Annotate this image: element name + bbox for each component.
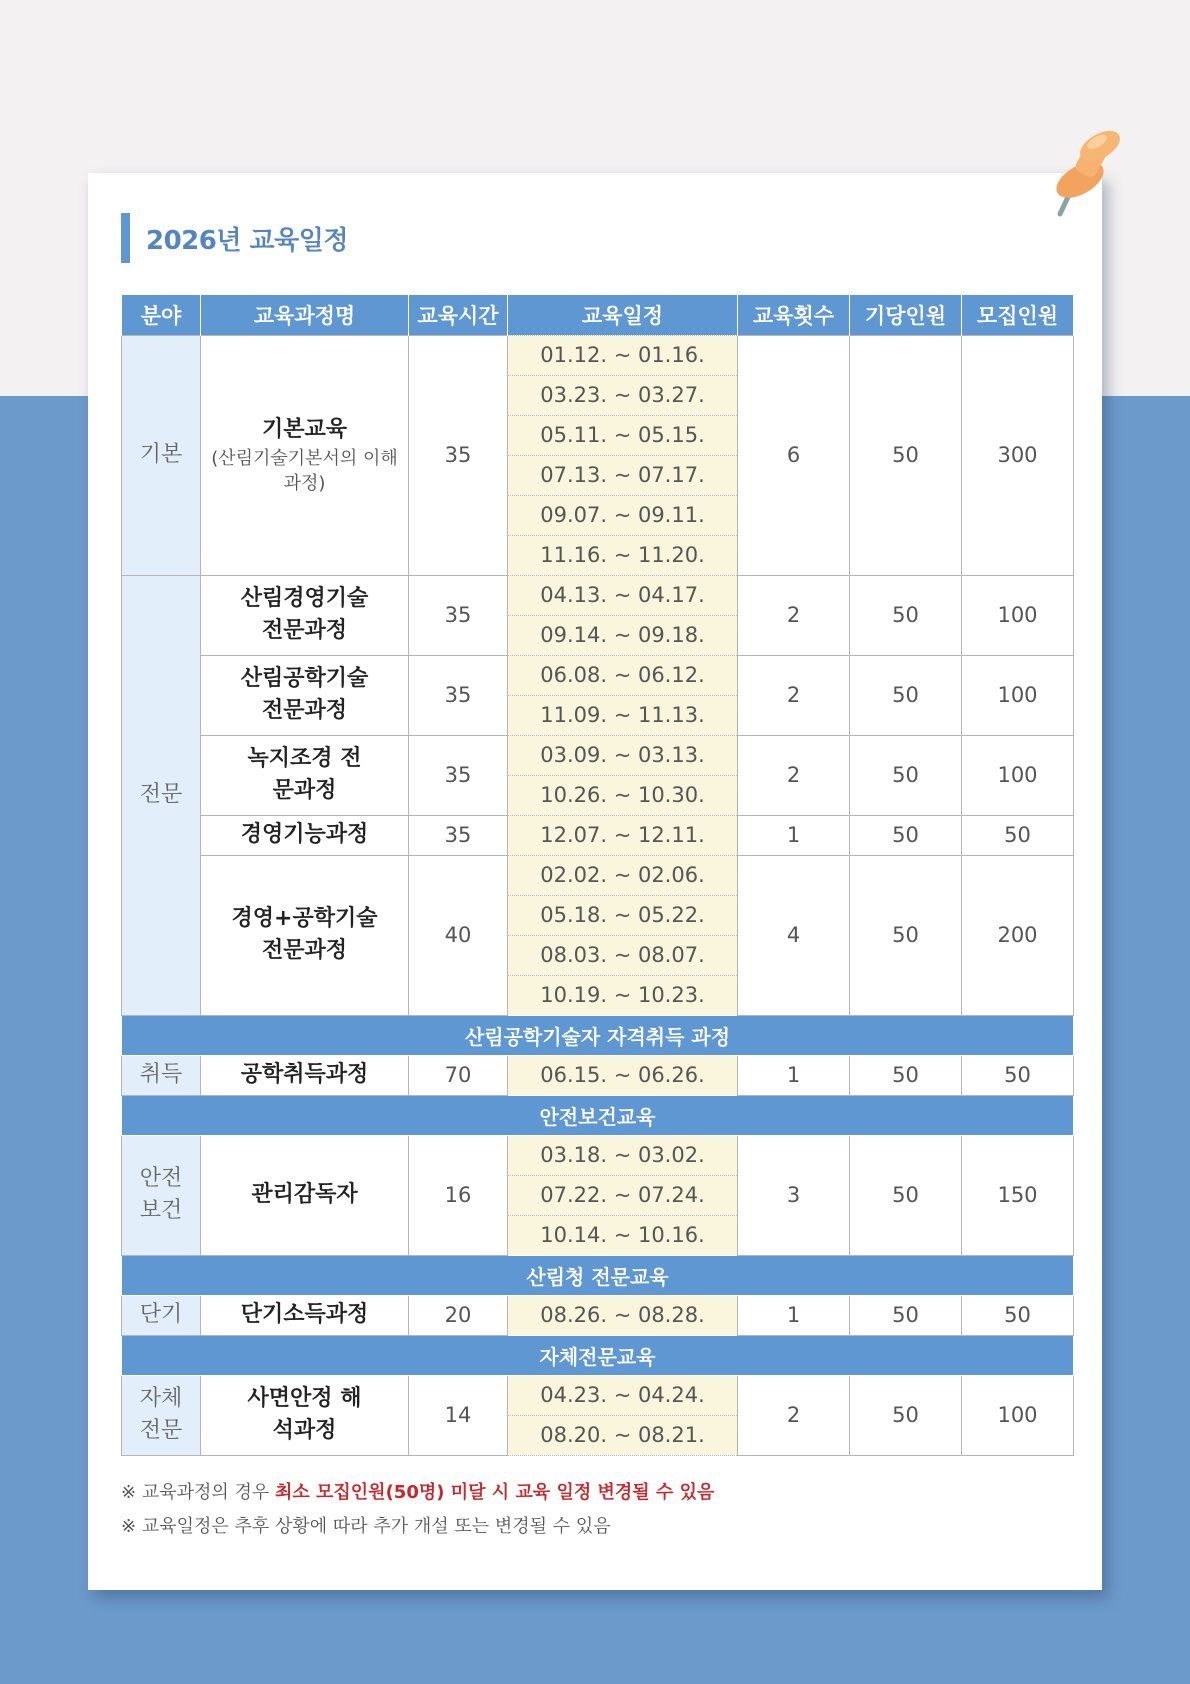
table-header-row — [122, 295, 1074, 335]
table-row — [122, 655, 1074, 695]
count-cell: 1 — [738, 1055, 850, 1095]
page-title: 2026년 교육일정 — [146, 225, 348, 256]
per-cell: 50 — [850, 1295, 962, 1335]
count-cell: 6 — [738, 335, 850, 575]
note-1-highlight: 최소 모집인원(50명) 미달 시 교육 일정 변경될 수 있음 — [274, 1482, 715, 1503]
date-cell: 08.03. ~ 08.07. — [508, 935, 738, 975]
hours-cell: 16 — [409, 1135, 508, 1255]
header-count: 교육횟수 — [738, 295, 850, 335]
date-cell: 08.26. ~ 08.28. — [508, 1295, 738, 1335]
note-2: ※ 교육일정은 추후 상황에 따라 추가 개설 또는 변경될 수 있음 — [121, 1516, 611, 1537]
schedule-table — [121, 295, 1074, 1456]
section-title: 자체전문교육 — [122, 1335, 1074, 1375]
section-title: 산림공학기술자 자격취득 과정 — [122, 1015, 1074, 1055]
total-cell: 300 — [962, 335, 1074, 575]
total-cell: 150 — [962, 1135, 1074, 1255]
count-cell: 2 — [738, 575, 850, 655]
table-row — [122, 1055, 1074, 1095]
course-subtitle: (산림기술기본서의 이해 과정) — [211, 447, 398, 494]
per-cell: 50 — [850, 1135, 962, 1255]
per-cell: 50 — [850, 855, 962, 1015]
date-cell: 04.23. ~ 04.24. — [508, 1375, 738, 1415]
hours-cell: 35 — [409, 575, 508, 655]
hours-cell: 35 — [409, 815, 508, 855]
date-cell: 07.13. ~ 07.17. — [508, 455, 738, 495]
date-cell: 10.14. ~ 10.16. — [508, 1215, 738, 1255]
date-cell: 12.07. ~ 12.11. — [508, 815, 738, 855]
date-cell: 03.09. ~ 03.13. — [508, 735, 738, 775]
date-cell: 09.07. ~ 09.11. — [508, 495, 738, 535]
table-row — [122, 855, 1074, 895]
per-cell: 50 — [850, 335, 962, 575]
count-cell: 2 — [738, 655, 850, 735]
hours-cell: 14 — [409, 1375, 508, 1455]
date-cell: 08.20. ~ 08.21. — [508, 1415, 738, 1455]
note-1-prefix: ※ 교육과정의 경우 — [121, 1482, 275, 1503]
count-cell: 2 — [738, 1375, 850, 1455]
course-cell: 관리감독자 — [201, 1135, 409, 1255]
date-cell: 04.13. ~ 04.17. — [508, 575, 738, 615]
hours-cell: 20 — [409, 1295, 508, 1335]
date-cell: 02.02. ~ 02.06. — [508, 855, 738, 895]
section-header-row — [122, 1335, 1074, 1375]
count-cell: 2 — [738, 735, 850, 815]
hours-cell: 35 — [409, 335, 508, 575]
date-cell: 07.22. ~ 07.24. — [508, 1175, 738, 1215]
date-cell: 11.16. ~ 11.20. — [508, 535, 738, 575]
total-cell: 50 — [962, 1055, 1074, 1095]
hours-cell: 35 — [409, 655, 508, 735]
header-per-session: 기당인원 — [850, 295, 962, 335]
course-name: 기본교육 — [261, 416, 347, 442]
field-cell: 안전 보건 — [122, 1135, 201, 1255]
total-cell: 50 — [962, 815, 1074, 855]
total-cell: 50 — [962, 1295, 1074, 1335]
count-cell: 4 — [738, 855, 850, 1015]
per-cell: 50 — [850, 735, 962, 815]
date-cell: 09.14. ~ 09.18. — [508, 615, 738, 655]
section-header-row — [122, 1095, 1074, 1135]
table-row — [122, 1375, 1074, 1415]
footnotes — [121, 1476, 714, 1544]
total-cell: 100 — [962, 575, 1074, 655]
field-cell: 전문 — [122, 575, 201, 1015]
table-row — [122, 335, 1074, 375]
per-cell: 50 — [850, 1055, 962, 1095]
course-cell: 공학취득과정 — [201, 1055, 409, 1095]
per-cell: 50 — [850, 815, 962, 855]
date-cell: 03.18. ~ 03.02. — [508, 1135, 738, 1175]
pushpin-icon — [1040, 122, 1120, 222]
hours-cell: 40 — [409, 855, 508, 1015]
header-hours: 교육시간 — [409, 295, 508, 335]
date-cell: 05.18. ~ 05.22. — [508, 895, 738, 935]
date-cell: 05.11. ~ 05.15. — [508, 415, 738, 455]
section-header-row — [122, 1015, 1074, 1055]
hours-cell: 70 — [409, 1055, 508, 1095]
table-row — [122, 1135, 1074, 1175]
date-cell: 01.12. ~ 01.16. — [508, 335, 738, 375]
section-title: 안전보건교육 — [122, 1095, 1074, 1135]
count-cell: 3 — [738, 1135, 850, 1255]
header-total: 모집인원 — [962, 295, 1074, 335]
header-field: 분야 — [122, 295, 201, 335]
schedule-card — [88, 173, 1102, 1590]
header-course: 교육과정명 — [201, 295, 409, 335]
course-cell: 경영기능과정 — [201, 815, 409, 855]
section-header-row — [122, 1255, 1074, 1295]
section-title: 산림청 전문교육 — [122, 1255, 1074, 1295]
date-cell: 06.08. ~ 06.12. — [508, 655, 738, 695]
title-accent-bar — [121, 213, 130, 263]
field-cell: 취득 — [122, 1055, 201, 1095]
total-cell: 100 — [962, 735, 1074, 815]
note-1 — [121, 1476, 714, 1510]
table-row — [122, 815, 1074, 855]
total-cell: 100 — [962, 1375, 1074, 1455]
date-cell: 03.23. ~ 03.27. — [508, 375, 738, 415]
date-cell: 10.26. ~ 10.30. — [508, 775, 738, 815]
date-cell: 06.15. ~ 06.26. — [508, 1055, 738, 1095]
per-cell: 50 — [850, 1375, 962, 1455]
date-cell: 10.19. ~ 10.23. — [508, 975, 738, 1015]
table-row — [122, 735, 1074, 775]
course-cell: 사면안정 해석과정 — [201, 1375, 409, 1455]
total-cell: 200 — [962, 855, 1074, 1015]
per-cell: 50 — [850, 655, 962, 735]
table-row — [122, 1295, 1074, 1335]
field-cell: 단기 — [122, 1295, 201, 1335]
hours-cell: 35 — [409, 735, 508, 815]
title-block — [121, 213, 348, 263]
course-cell — [201, 335, 409, 575]
count-cell: 1 — [738, 1295, 850, 1335]
header-dates: 교육일정 — [508, 295, 738, 335]
count-cell: 1 — [738, 815, 850, 855]
course-cell: 녹지조경 전문과정 — [201, 735, 409, 815]
field-cell: 기본 — [122, 335, 201, 575]
field-cell: 자체 전문 — [122, 1375, 201, 1455]
course-cell: 단기소득과정 — [201, 1295, 409, 1335]
course-cell: 산림공학기술 전문과정 — [201, 655, 409, 735]
per-cell: 50 — [850, 575, 962, 655]
course-cell: 경영+공학기술 전문과정 — [201, 855, 409, 1015]
total-cell: 100 — [962, 655, 1074, 735]
table-row — [122, 575, 1074, 615]
course-cell: 산림경영기술 전문과정 — [201, 575, 409, 655]
date-cell: 11.09. ~ 11.13. — [508, 695, 738, 735]
